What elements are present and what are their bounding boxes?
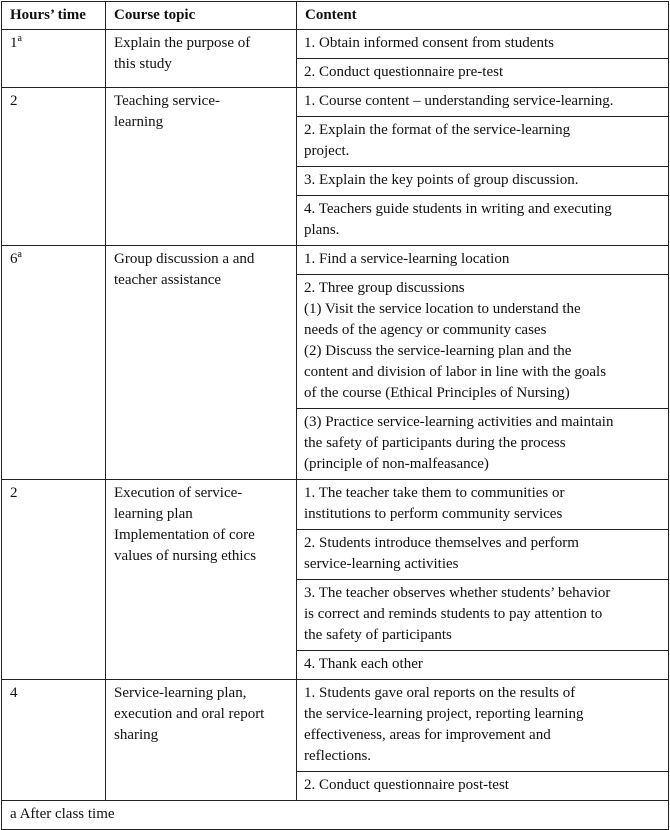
content-cell [297, 772, 669, 801]
content-cell [297, 530, 669, 580]
content-line: 1. Find a service-learning location [304, 251, 510, 267]
content-line: 2. Conduct questionnaire pre-test [304, 64, 504, 80]
content-line: 2. Explain the format of the service-learning [304, 122, 571, 138]
table-row [2, 88, 669, 117]
content-cell [297, 580, 669, 651]
content-line: institutions to perform community services [304, 506, 563, 522]
content-cell [297, 409, 669, 480]
content-line: service-learning activities [304, 556, 459, 572]
hours-cell [2, 30, 106, 88]
content-cell [297, 88, 669, 117]
content-line: the safety of participants during the process [304, 435, 566, 451]
footnote-row [2, 801, 669, 830]
topic-line: this study [114, 56, 172, 72]
hours-cell [2, 680, 106, 801]
hours-value: 2 [10, 485, 18, 501]
content-line: of the course (Ethical Principles of Nursing) [304, 385, 570, 401]
hours-value: 2 [10, 93, 18, 109]
hours-value: 1 [10, 35, 18, 51]
topic-line: learning plan [114, 506, 193, 522]
hours-cell [2, 246, 106, 480]
topic-cell [106, 680, 297, 801]
content-line: 1. Obtain informed consent from students [304, 35, 554, 51]
header-topic: Course topic [106, 2, 297, 30]
content-line: 3. Explain the key points of group discussion. [304, 172, 579, 188]
content-line: reflections. [304, 748, 372, 764]
topic-line: Implementation of core [114, 527, 255, 543]
content-cell [297, 480, 669, 530]
topic-line: Group discussion a and [114, 251, 255, 267]
content-cell [297, 59, 669, 88]
hours-footnote-mark: a [17, 249, 22, 260]
content-line: the service-learning project, reporting learning [304, 706, 584, 722]
table-row [2, 30, 669, 59]
content-line: 2. Conduct questionnaire post-test [304, 777, 509, 793]
header-content: Content [297, 2, 669, 30]
topic-line: sharing [114, 727, 159, 743]
content-line: 4. Thank each other [304, 656, 423, 672]
topic-cell [106, 480, 297, 680]
content-line: 1. Students gave oral reports on the results of [304, 685, 576, 701]
topic-line: Teaching service- [114, 93, 220, 109]
hours-value: 4 [10, 685, 18, 701]
hours-cell [2, 88, 106, 246]
hours-cell [2, 480, 106, 680]
topic-cell [106, 246, 297, 480]
content-cell [297, 680, 669, 772]
content-line: (2) Discuss the service-learning plan and the [304, 343, 572, 359]
content-line: the safety of participants [304, 627, 452, 643]
footnote: a After class time [2, 801, 669, 830]
topic-line: execution and oral report [114, 706, 265, 722]
content-line: is correct and reminds students to pay attention to [304, 606, 603, 622]
content-line: content and division of labor in line with the goals [304, 364, 607, 380]
header-hours: Hours’ time [2, 2, 106, 30]
content-line: (1) Visit the service location to understand the [304, 301, 581, 317]
content-line: plans. [304, 222, 340, 238]
table-row [2, 246, 669, 275]
header-row [2, 2, 669, 30]
content-cell [297, 651, 669, 680]
table-row [2, 680, 669, 772]
content-cell [297, 275, 669, 409]
topic-line: Service-learning plan, [114, 685, 247, 701]
table-body [2, 30, 669, 801]
hours-value: 6 [10, 251, 18, 267]
hours-footnote-mark: a [17, 33, 22, 44]
content-line: needs of the agency or community cases [304, 322, 547, 338]
content-line: (3) Practice service-learning activities and maintain [304, 414, 614, 430]
content-cell [297, 30, 669, 59]
content-line: effectiveness, areas for improvement and [304, 727, 551, 743]
content-cell [297, 167, 669, 196]
content-line: (principle of non-malfeasance) [304, 456, 489, 472]
content-cell [297, 196, 669, 246]
content-line: project. [304, 143, 350, 159]
topic-cell [106, 88, 297, 246]
content-line: 1. Course content – understanding service-learning. [304, 93, 614, 109]
content-line: 2. Three group discussions [304, 280, 465, 296]
topic-cell [106, 30, 297, 88]
topic-line: learning [114, 114, 164, 130]
course-table [1, 1, 669, 830]
topic-line: teacher assistance [114, 272, 222, 288]
topic-line: Explain the purpose of [114, 35, 251, 51]
content-line: 2. Students introduce themselves and perform [304, 535, 579, 551]
topic-line: Execution of service- [114, 485, 243, 501]
table-row [2, 480, 669, 530]
content-line: 3. The teacher observes whether students’ behavior [304, 585, 611, 601]
content-cell [297, 117, 669, 167]
topic-line: values of nursing ethics [114, 548, 257, 564]
content-cell [297, 246, 669, 275]
content-line: 1. The teacher take them to communities or [304, 485, 565, 501]
content-line: 4. Teachers guide students in writing and executing [304, 201, 612, 217]
